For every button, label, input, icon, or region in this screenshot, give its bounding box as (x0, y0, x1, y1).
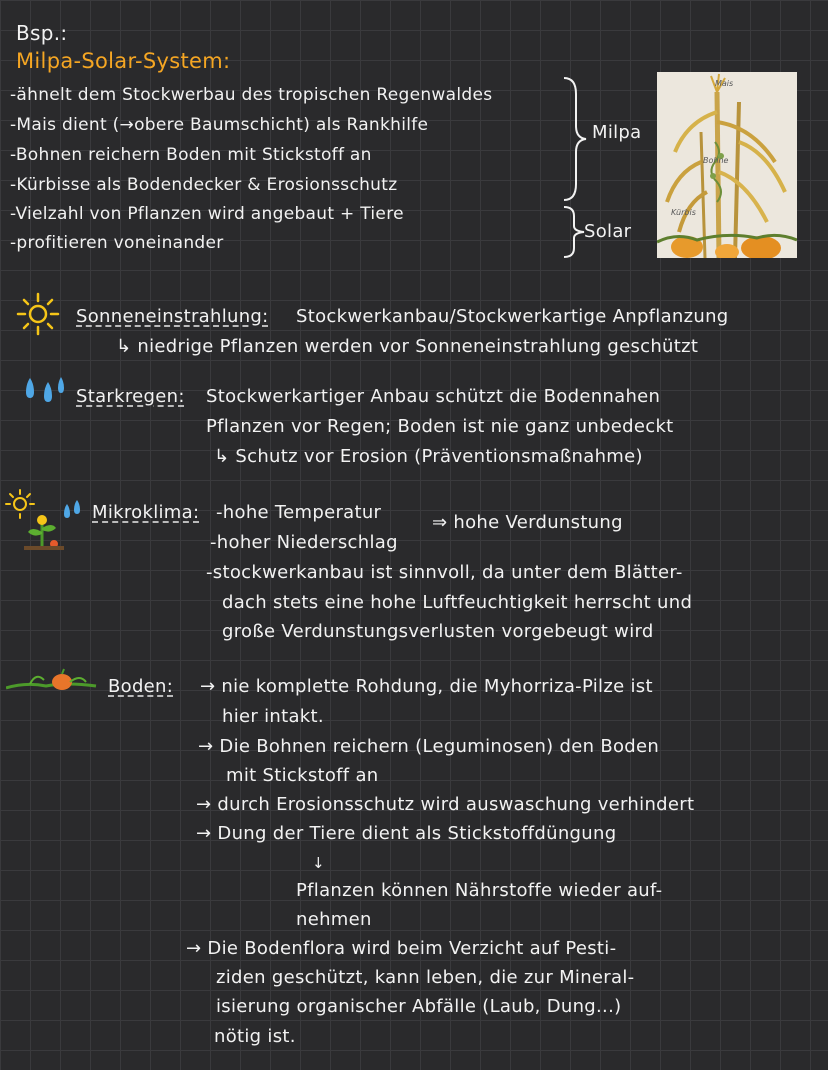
raindrops-icon (18, 374, 66, 404)
list-item: -Bohnen reichern Boden mit Stickstoff an (10, 145, 372, 165)
boden-line2: hier intakt. (222, 706, 324, 727)
boden-line3: → Die Bohnen reichern (Leguminosen) den Boden (198, 736, 660, 757)
boden-line11: isierung organischer Abfälle (Laub, Dung...) (216, 996, 622, 1017)
milpa-label: Milpa (592, 122, 642, 143)
list-item: -Kürbisse als Bodendecker & Erosionsschutz (10, 175, 398, 195)
mikroklima-line5: große Verdunstungsverlusten vorgebeugt wird (222, 621, 654, 642)
boden-line8: nehmen (296, 909, 372, 930)
starkregen-text: Stockwerkartiger Anbau schützt die Bodennahen (206, 386, 661, 407)
term-boden: Boden: (108, 676, 174, 697)
milpa-brace (560, 74, 590, 204)
microclimate-icon (2, 488, 86, 554)
boden-line12: nötig ist. (214, 1026, 296, 1047)
boden-line10: ziden geschützt, kann leben, die zur Mineral- (216, 967, 635, 988)
term-sonneneinstrahlung: Sonneneinstrahlung: (76, 306, 269, 327)
starkregen-line2: Pflanzen vor Regen; Boden ist nie ganz unbedeckt (206, 416, 674, 437)
starkregen-line3: ↳ Schutz vor Erosion (Präventionsmaßnahme) (214, 446, 643, 467)
boden-line9: → Die Bodenflora wird beim Verzicht auf Pesti- (186, 938, 617, 959)
list-item: -ähnelt dem Stockwerbau des tropischen Regenwaldes (10, 85, 493, 105)
example-label: Bsp.: (16, 21, 68, 45)
mikroklima-line2: -hoher Niederschlag (210, 532, 398, 553)
milpa-plant-illustration (657, 72, 797, 258)
term-mikroklima: Mikroklima: (92, 502, 200, 523)
page-title: Milpa-Solar-System: (16, 49, 231, 73)
list-item: -Mais dient (→obere Baumschicht) als Rankhilfe (10, 115, 429, 135)
sonneneinstrahlung-text: Stockwerkanbau/Stockwerkartige Anpflanzung (296, 306, 729, 327)
mikroklima-line1: -hohe Temperatur (216, 502, 382, 523)
solar-label: Solar (584, 221, 632, 242)
corn-beans-squash-illustration (657, 72, 797, 258)
boden-line1: → nie komplette Rohdung, die Myhorriza-Pilze ist (200, 676, 653, 697)
boden-line6: → Dung der Tiere dient als Stickstoffdüngung (196, 823, 617, 844)
boden-line7: Pflanzen können Nährstoffe wieder auf- (296, 880, 663, 901)
list-item: -Vielzahl von Pflanzen wird angebaut + Tiere (10, 204, 404, 224)
bohne-label: Bohne (703, 156, 729, 165)
kuerbis-label: Kürbis (671, 208, 696, 217)
list-item: -profitieren voneinander (10, 233, 224, 253)
mikroklima-line3: -stockwerkanbau ist sinnvoll, da unter dem Blätter- (206, 562, 683, 583)
boden-line5: → durch Erosionsschutz wird auswaschung verhindert (196, 794, 695, 815)
soil-pumpkin-icon (6, 664, 98, 694)
mais-label: Mais (715, 79, 734, 88)
sun-icon (14, 292, 62, 336)
down-arrow-icon: ↓ (312, 854, 325, 872)
mikroklima-result: ⇒ hohe Verdunstung (432, 512, 623, 533)
sonneneinstrahlung-detail: ↳ niedrige Pflanzen werden vor Sonneneinstrahlung geschützt (116, 336, 699, 357)
mikroklima-line4: dach stets eine hohe Luftfeuchtigkeit herrscht und (222, 592, 693, 613)
boden-line4: mit Stickstoff an (226, 765, 379, 786)
term-starkregen: Starkregen: (76, 386, 185, 407)
